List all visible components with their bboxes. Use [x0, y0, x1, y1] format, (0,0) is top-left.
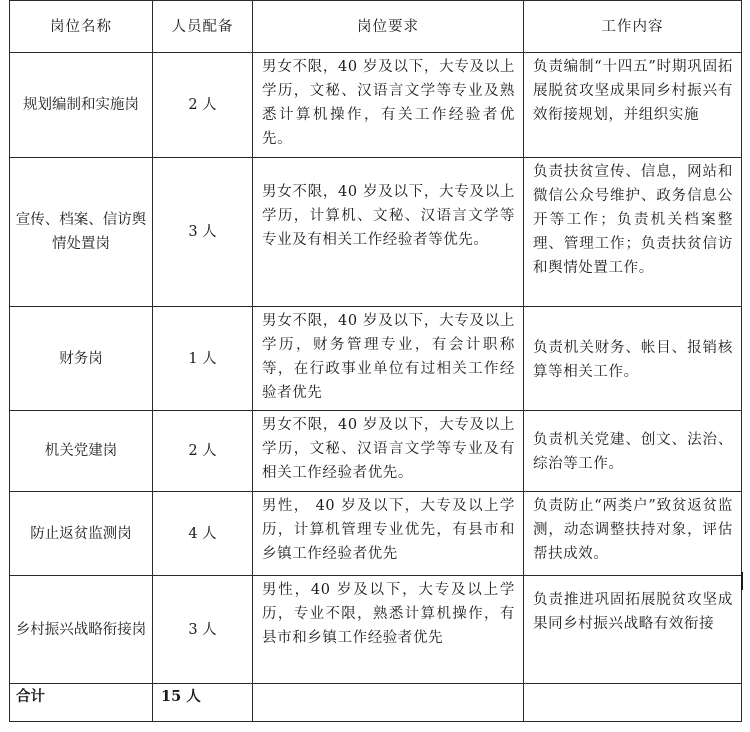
position-name: 防止返贫监测岗	[10, 492, 153, 576]
table-row	[10, 307, 742, 411]
position-name: 规划编制和实施岗	[10, 53, 153, 158]
headcount: 3 人	[153, 576, 253, 684]
header-position-name: 岗位名称	[10, 1, 153, 53]
total-empty-cell	[253, 684, 524, 722]
work-content: 负责编制“十四五”时期巩固拓展脱贫攻坚成果同乡村振兴有效衔接规划，并组织实施	[524, 53, 742, 158]
total-headcount: 15 人	[153, 684, 253, 722]
work-content: 负责推进巩固拓展脱贫攻坚成果同乡村振兴战略有效衔接	[524, 576, 742, 684]
table-row	[10, 158, 742, 307]
position-name: 机关党建岗	[10, 411, 153, 492]
total-empty-cell	[524, 684, 742, 722]
table-row	[10, 53, 742, 158]
position-requirements: 男女不限，40 岁及以下，大专及以上学历，文秘、汉语言文学等专业及有相关工作经验者优先。	[253, 411, 524, 492]
position-requirements: 男性，40 岁及以下，大专及以上学历，专业不限，熟悉计算机操作，有县市和乡镇工作经验者优先	[253, 576, 524, 684]
position-name: 财务岗	[10, 307, 153, 411]
page-edge-mark	[741, 572, 743, 590]
header-headcount: 人员配备	[153, 1, 253, 53]
position-requirements: 男性， 40 岁及以下，大专及以上学历，计算机管理专业优先，有县市和乡镇工作经验者优先	[253, 492, 524, 576]
position-requirements: 男女不限，40 岁及以下，大专及以上学历，计算机、文秘、汉语言文学等专业及有相关工作经验者等优先。	[253, 158, 524, 307]
header-work-content: 工作内容	[524, 1, 742, 53]
work-content: 负责防止“两类户”致贫返贫监测，动态调整扶持对象，评估帮扶成效。	[524, 492, 742, 576]
table-header-row	[10, 1, 742, 53]
work-content: 负责机关党建、创文、法治、综治等工作。	[524, 411, 742, 492]
headcount: 2 人	[153, 411, 253, 492]
headcount: 1 人	[153, 307, 253, 411]
position-name: 乡村振兴战略衔接岗	[10, 576, 153, 684]
header-requirements: 岗位要求	[253, 1, 524, 53]
work-content: 负责扶贫宣传、信息，网站和微信公众号维护、政务信息公开等工作；负责机关档案整理、管理工作；负责扶贫信访和舆情处置工作。	[524, 158, 742, 307]
work-content: 负责机关财务、帐目、报销核算等相关工作。	[524, 307, 742, 411]
position-name: 宣传、档案、信访舆情处置岗	[10, 158, 153, 307]
headcount: 4 人	[153, 492, 253, 576]
total-label: 合计	[10, 684, 153, 722]
table-row	[10, 492, 742, 576]
total-row	[10, 684, 742, 722]
headcount: 3 人	[153, 158, 253, 307]
position-requirements: 男女不限，40 岁及以下，大专及以上学历，文秘、汉语言文学等专业及熟悉计算机操作，有关工作经验者优先。	[253, 53, 524, 158]
table-row	[10, 411, 742, 492]
staffing-table	[9, 0, 742, 722]
table-row	[10, 576, 742, 684]
headcount: 2 人	[153, 53, 253, 158]
position-requirements: 男女不限，40 岁及以下，大专及以上学历，财务管理专业，有会计职称等，在行政事业单位有过相关工作经验者优先	[253, 307, 524, 411]
